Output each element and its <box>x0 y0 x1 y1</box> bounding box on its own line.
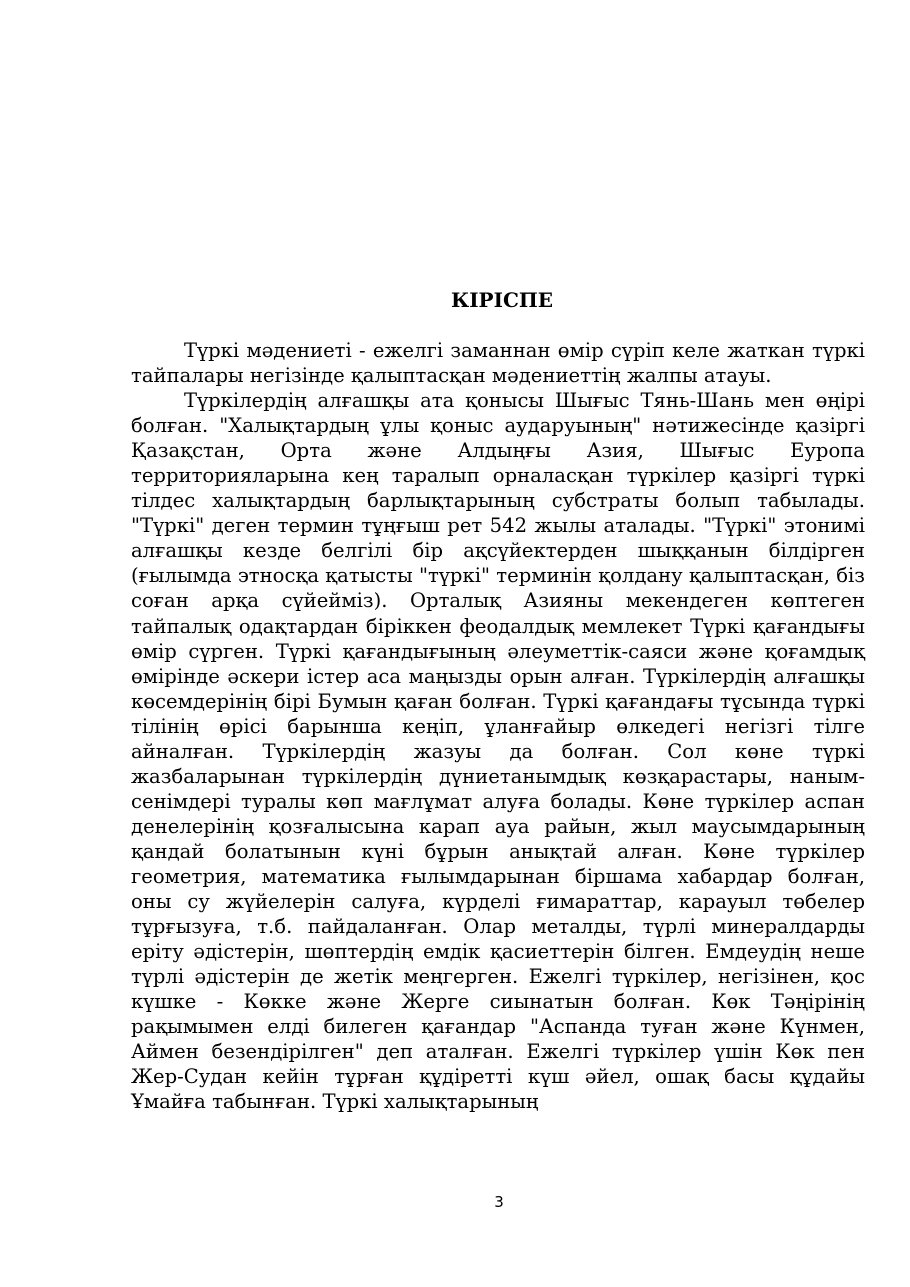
paragraph-history: Түркілердің алғашқы ата қонысы Шығыс Тянь-Шань мен өңірі болған. "Халықтардың ұлы қоныс аударуының" нәтижесінде қазіргі Қазақстан, Орта және Алдыңғы Азия, Шығыс Еуропа территорияларына кең таралып орналасқан түркілер қазіргі түркі тілдес халықтардың барлықтарының субстраты болып табылады. "Түркі" деген термин тұңғыш рет 542 жылы аталады. "Түркі" этонимі алғашқы кезде белгілі бір ақсүйектерден шыққанын білдірген (ғылымда этносқа қатысты "түркі" терминін қолдану қалыптасқан, біз соған арқа сүйейміз). Орталық Азияны мекендеген көптеген тайпалық одақтардан біріккен феодалдық мемлекет Түркі қағандығы өмір сүрген. Түркі қағандығының әлеуметтік-саяси және қоғамдық өмірінде әскери істер аса маңызды орын алған. Түркілердің алғашқы көсемдерінің бірі Бумын қаған болған. Түркі қағандағы тұсында түркі тілінің өрісі барынша кеңіп, ұланғайыр өлкедегі негізгі тілге айналған. Түркілердің жазуы да болған. Сол көне түркі жазбаларынан түркілердің дүниетанымдық көзқарастары, наным-сенімдері туралы көп мағлұмат алуға болады. Көне түркілер аспан денелерінің қозғалысына карап ауа райын, жыл маусымдарының қандай болатынын күні бұрын анықтай алған. Көне түркілер геометрия, математика ғылымдарынан біршама хабардар болған, оны су жүйелерін салуға, күрделі ғимараттар, карауыл төбелер тұрғызуға, т.б. пайдаланған. Олар металды, түрлі минералдарды еріту әдістерін, шөптердің емдік қасиеттерін білген. Емдеудің неше түрлі әдістерін де жетік меңгерген. Ежелгі түркілер, негізінен, қос күшке - Көкке және Жерге сиынатын болған. Көк Тәңірінің рақымымен елді билеген қағандар "Аспанда туған және Күнмен, Аймен безендірілген" деп аталған. Ежелгі түркілер үшін Көк пен Жер-Судан кейін тұрған құдіретті күш әйел, ошақ басы құдайы Ұмайға табынған. Түркі халықтарының <box>131 389 865 1114</box>
page-title: КІРІСПЕ <box>451 288 553 312</box>
paragraph-intro: Түркі мәдениеті - ежелгі заманнан өмір сүріп келе жаткан түркі тайпалары негізінде қалыптасқан мәдениеттің жалпы атауы. <box>131 339 865 388</box>
body-text <box>131 338 865 1114</box>
page-number: 3 <box>494 1193 504 1211</box>
